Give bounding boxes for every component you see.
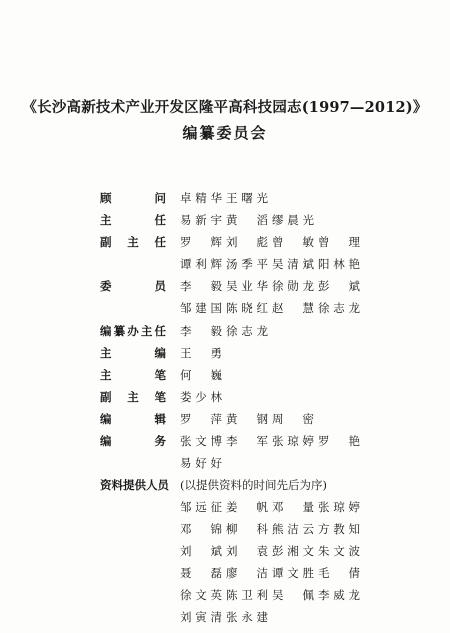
member-name: 赵 慧: [272, 301, 314, 315]
member-name: 易 好 好: [180, 456, 222, 470]
role-label: 资 料 提 供 人 员: [100, 478, 169, 492]
member-name: 张 琼 婷: [272, 434, 314, 448]
committee-row: [0, 389, 450, 409]
member-name: 徐 志 龙: [226, 324, 268, 338]
member-name: 谭 利 辉: [180, 257, 222, 271]
committee-row: [0, 587, 450, 607]
member-name: 张 琼 婷: [318, 500, 360, 514]
member-name: 朱 文 波: [318, 544, 360, 558]
member-name: 李 毅: [180, 279, 222, 293]
member-name: 李 军: [226, 434, 268, 448]
committee-row: [0, 521, 450, 541]
committee-heading: 编纂委员会: [182, 124, 268, 142]
member-name: 徐 志 龙: [318, 301, 360, 315]
member-name: 罗 萍: [180, 412, 222, 426]
committee-row: [0, 278, 450, 298]
member-name: 毛 倩: [318, 566, 360, 580]
role-label: 副 主 笔: [100, 390, 166, 404]
member-name: 罗 艳: [318, 434, 360, 448]
role-label: 副 主 任: [100, 235, 166, 249]
member-name: 曾 敏: [272, 235, 314, 249]
member-name: 彭 湘 文: [272, 544, 314, 558]
committee-row: [0, 411, 450, 431]
committee-row: [0, 234, 450, 254]
member-name: 吴 清 斌: [272, 257, 314, 271]
member-name: 罗 辉: [180, 235, 222, 249]
role-label: 编 纂 办 主 任: [100, 324, 166, 338]
member-name: 娄 少 林: [180, 390, 222, 404]
role-label: 编 辑: [100, 412, 166, 426]
member-name: 徐 文 英: [180, 588, 222, 602]
member-name: 刘 斌: [180, 544, 222, 558]
role-label: 主 任: [100, 213, 166, 227]
member-name: 刘 袁: [226, 544, 268, 558]
role-label: 编 务: [100, 434, 166, 448]
role-label: 主 笔: [100, 368, 166, 382]
role-label: 主 编: [100, 346, 166, 360]
member-name: 谭 文 胜: [272, 566, 314, 580]
committee-row: [0, 212, 450, 232]
member-name: 何 巍: [180, 368, 222, 382]
member-name: 柳 科: [226, 522, 268, 536]
member-name: 邓 量: [272, 500, 314, 514]
role-note: (以提供资料的时间先后为序): [180, 478, 327, 492]
member-name: 方 教 知: [318, 522, 360, 536]
committee-row: [0, 477, 450, 497]
member-name: 刘 寅 清: [180, 610, 222, 624]
committee-row: [0, 433, 450, 453]
member-name: 缪 晨 光: [272, 213, 314, 227]
member-name: 吴 佩: [272, 588, 314, 602]
member-name: 刘 彪: [226, 235, 268, 249]
member-name: 曾 理: [318, 235, 360, 249]
member-name: 张 永 建: [226, 610, 268, 624]
member-name: 阳 林 艳: [318, 257, 360, 271]
committee-row: [0, 300, 450, 320]
member-name: 吴 业 华: [226, 279, 268, 293]
member-name: 廖 洁: [226, 566, 268, 580]
member-name: 黄 滔: [226, 213, 268, 227]
member-name: 徐 勋 龙: [272, 279, 314, 293]
member-name: 黄 钢: [226, 412, 268, 426]
member-name: 彭 斌: [318, 279, 360, 293]
member-name: 王 勇: [180, 346, 222, 360]
member-name: 邹 远 征: [180, 500, 222, 514]
member-name: 聂 磊: [180, 566, 222, 580]
committee-row: [0, 609, 450, 629]
committee-row: [0, 323, 450, 343]
member-name: 邹 建 国: [180, 301, 222, 315]
member-name: 张 文 博: [180, 434, 222, 448]
member-name: 陈 晓 红: [226, 301, 268, 315]
committee-row: [0, 543, 450, 563]
member-name: 周 密: [272, 412, 314, 426]
member-name: 李 威 龙: [318, 588, 360, 602]
member-name: 李 毅: [180, 324, 222, 338]
role-label: 委 员: [100, 279, 166, 293]
book-title: 《长沙高新技术产业开发区隆平高科技园志(1997—2012)》: [22, 99, 428, 116]
committee-row: [0, 367, 450, 387]
committee-row: [0, 455, 450, 475]
member-name: 卓 精 华: [180, 191, 222, 205]
member-name: 熊 洁 云: [272, 522, 314, 536]
committee-row: [0, 345, 450, 365]
committee-row: [0, 190, 450, 210]
committee-row: [0, 565, 450, 585]
role-label: 顾 问: [100, 191, 166, 205]
member-name: 汤 季 平: [226, 257, 268, 271]
committee-row: [0, 256, 450, 276]
member-name: 王 曙 光: [226, 191, 268, 205]
member-name: 姜 帆: [226, 500, 268, 514]
member-name: 邓 锦: [180, 522, 222, 536]
member-name: 陈 卫 利: [226, 588, 268, 602]
committee-row: [0, 499, 450, 519]
member-name: 易 新 宇: [180, 213, 222, 227]
